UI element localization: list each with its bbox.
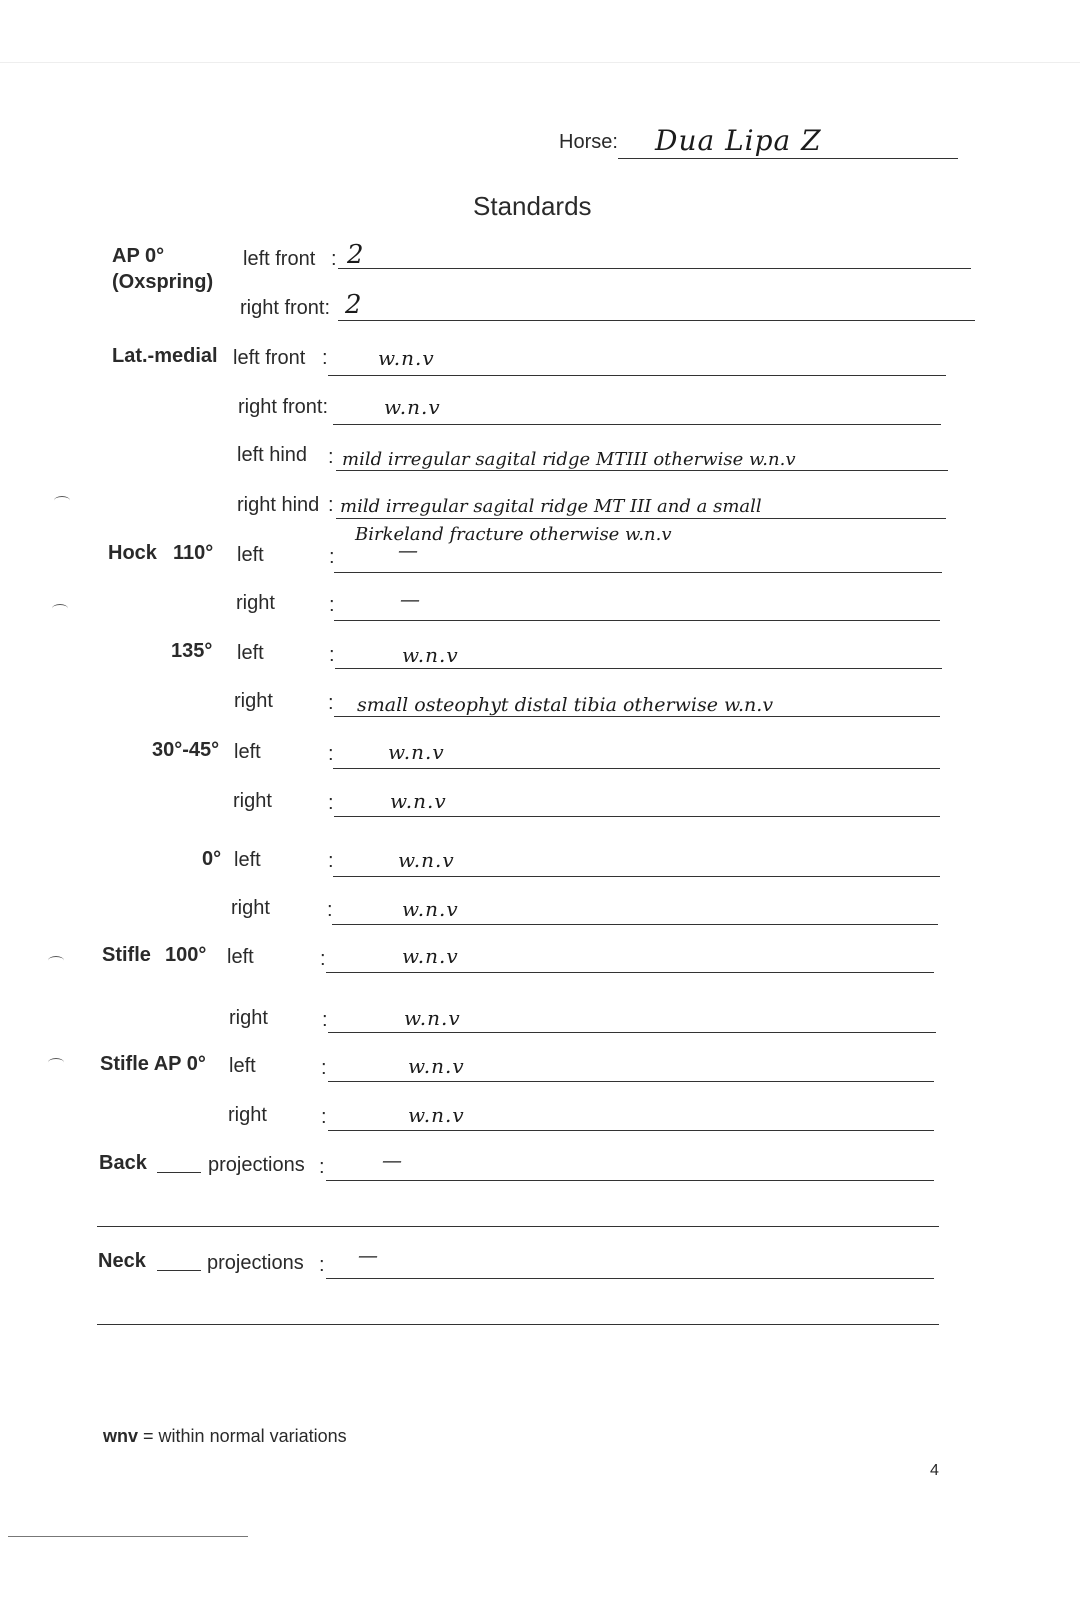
hock-110-right-value: — <box>400 587 421 611</box>
stifleap-right-value: w.n.v <box>408 1103 465 1127</box>
hock-110-right-line <box>334 620 940 621</box>
hock-3045-right-label: right <box>233 790 272 812</box>
colon: : <box>319 1156 325 1178</box>
hock-110-left-value: — <box>398 538 419 562</box>
colon: : <box>327 899 333 921</box>
latmedial-left-hind-label: left hind <box>237 444 308 466</box>
ap0-heading: AP 0° <box>112 245 165 267</box>
neck-count-line <box>157 1270 201 1271</box>
latmedial-right-front-value: w.n.v <box>384 395 441 419</box>
stifle100-angle: 100° <box>165 944 207 966</box>
legend-text: = within normal variations <box>143 1426 347 1446</box>
stifle100-left-label: left <box>227 946 254 968</box>
margin-tick-mark <box>54 496 70 505</box>
back-value: — <box>382 1148 403 1172</box>
hock-0-right-line <box>332 924 938 925</box>
margin-tick-mark <box>48 956 64 965</box>
hock-heading: Hock <box>108 542 157 564</box>
latmedial-right-hind-line <box>336 518 946 519</box>
ap0-left-front-line <box>338 268 971 269</box>
margin-tick-mark <box>52 604 68 613</box>
colon: : <box>322 347 328 369</box>
hock-0-left-label: left <box>234 849 261 871</box>
stifleap-right-label: right <box>228 1104 267 1126</box>
hock-angle-30-45: 30°-45° <box>152 739 220 761</box>
colon: : <box>329 644 335 666</box>
horse-name: Dua Lipa Z <box>655 124 822 157</box>
scan-bottom-line <box>8 1536 248 1537</box>
ap0-left-front-value: 2 <box>347 240 365 270</box>
back-value-line <box>326 1180 934 1181</box>
hock-3045-left-value: w.n.v <box>388 740 445 764</box>
hock-3045-left-label: left <box>234 741 261 763</box>
colon: : <box>321 1057 327 1079</box>
colon: : <box>322 1009 328 1031</box>
hock-3045-right-value: w.n.v <box>390 789 447 813</box>
stifleap-left-label: left <box>229 1055 256 1077</box>
colon: : <box>329 546 335 568</box>
latmedial-right-hind-value-line1: mild irregular sagital ridge MT III and a small <box>340 496 762 517</box>
horse-label: Horse: <box>559 131 618 153</box>
hock-0-right-label: right <box>231 897 270 919</box>
hock-0-left-value: w.n.v <box>398 848 455 872</box>
page-title: Standards <box>473 191 592 221</box>
stifleap-left-line <box>328 1081 934 1082</box>
ap0-left-front-label: left front <box>243 248 316 270</box>
neck-projections-label: projections <box>207 1252 304 1274</box>
colon: : <box>329 594 335 616</box>
back-extra-line <box>97 1226 939 1227</box>
back-count-line <box>157 1172 201 1173</box>
back-heading: Back <box>99 1152 147 1174</box>
colon: : <box>321 1106 327 1128</box>
latmedial-heading: Lat.-medial <box>112 345 218 367</box>
horse-name-line <box>618 158 958 159</box>
hock-3045-right-line <box>334 816 940 817</box>
neck-value-line <box>326 1278 934 1279</box>
stifle100-right-value: w.n.v <box>404 1006 461 1030</box>
latmedial-left-front-label: left front <box>233 347 306 369</box>
hock-135-left-line <box>335 668 942 669</box>
latmedial-left-hind-value: mild irregular sagital ridge MTIII otherwise w.n.v <box>342 449 796 470</box>
hock-angle-110: 110° <box>173 542 214 564</box>
scan-edge-line <box>0 62 1080 63</box>
colon: : <box>328 494 334 516</box>
colon: : <box>328 446 334 468</box>
legend <box>103 1426 347 1447</box>
colon: : <box>328 792 334 814</box>
latmedial-left-front-value: w.n.v <box>378 346 435 370</box>
hock-110-left-line <box>334 572 942 573</box>
ap0-subheading: (Oxspring) <box>112 271 214 293</box>
back-projections-label: projections <box>208 1154 305 1176</box>
stifle100-right-label: right <box>229 1007 268 1029</box>
stifle100-left-value: w.n.v <box>402 944 459 968</box>
hock-135-right-line <box>334 716 940 717</box>
latmedial-left-front-line <box>328 375 946 376</box>
colon: : <box>331 248 337 270</box>
ap0-right-front-label: right front: <box>240 297 331 319</box>
stifleap-right-line <box>328 1130 934 1131</box>
hock-110-right-label: right <box>236 592 275 614</box>
colon: : <box>328 743 334 765</box>
page-number: 4 <box>930 1462 939 1479</box>
stifle100-left-line <box>326 972 934 973</box>
colon: : <box>328 850 334 872</box>
hock-135-right-value: small osteophyt distal tibia otherwise w.n.v <box>357 694 774 716</box>
hock-135-right-label: right <box>234 690 273 712</box>
margin-tick-mark <box>48 1058 64 1067</box>
hock-110-left-label: left <box>237 544 264 566</box>
neck-heading: Neck <box>98 1250 146 1272</box>
latmedial-right-hind-label: right hind <box>237 494 320 516</box>
ap0-right-front-value: 2 <box>345 290 363 320</box>
hock-3045-left-line <box>333 768 940 769</box>
hock-135-left-value: w.n.v <box>402 643 459 667</box>
neck-value: — <box>358 1243 379 1267</box>
colon: : <box>320 948 326 970</box>
latmedial-right-front-label: right front: <box>238 396 329 418</box>
stifleap-left-value: w.n.v <box>408 1054 465 1078</box>
latmedial-right-hind-value-line2: Birkeland fracture otherwise w.n.v <box>355 524 672 545</box>
latmedial-right-front-line <box>333 424 941 425</box>
stifleap-heading: Stifle AP 0° <box>100 1053 206 1075</box>
colon: : <box>328 692 334 714</box>
stifle100-right-line <box>328 1032 936 1033</box>
hock-0-left-line <box>333 876 940 877</box>
hock-angle-135: 135° <box>171 640 213 662</box>
latmedial-left-hind-line <box>336 470 948 471</box>
neck-extra-line <box>97 1324 939 1325</box>
stifle100-heading: Stifle <box>102 944 151 966</box>
colon: : <box>319 1254 325 1276</box>
hock-0-right-value: w.n.v <box>402 897 459 921</box>
hock-angle-0: 0° <box>202 848 222 870</box>
legend-abbr: wnv <box>103 1426 139 1446</box>
ap0-right-front-line <box>338 320 975 321</box>
hock-135-left-label: left <box>237 642 264 664</box>
